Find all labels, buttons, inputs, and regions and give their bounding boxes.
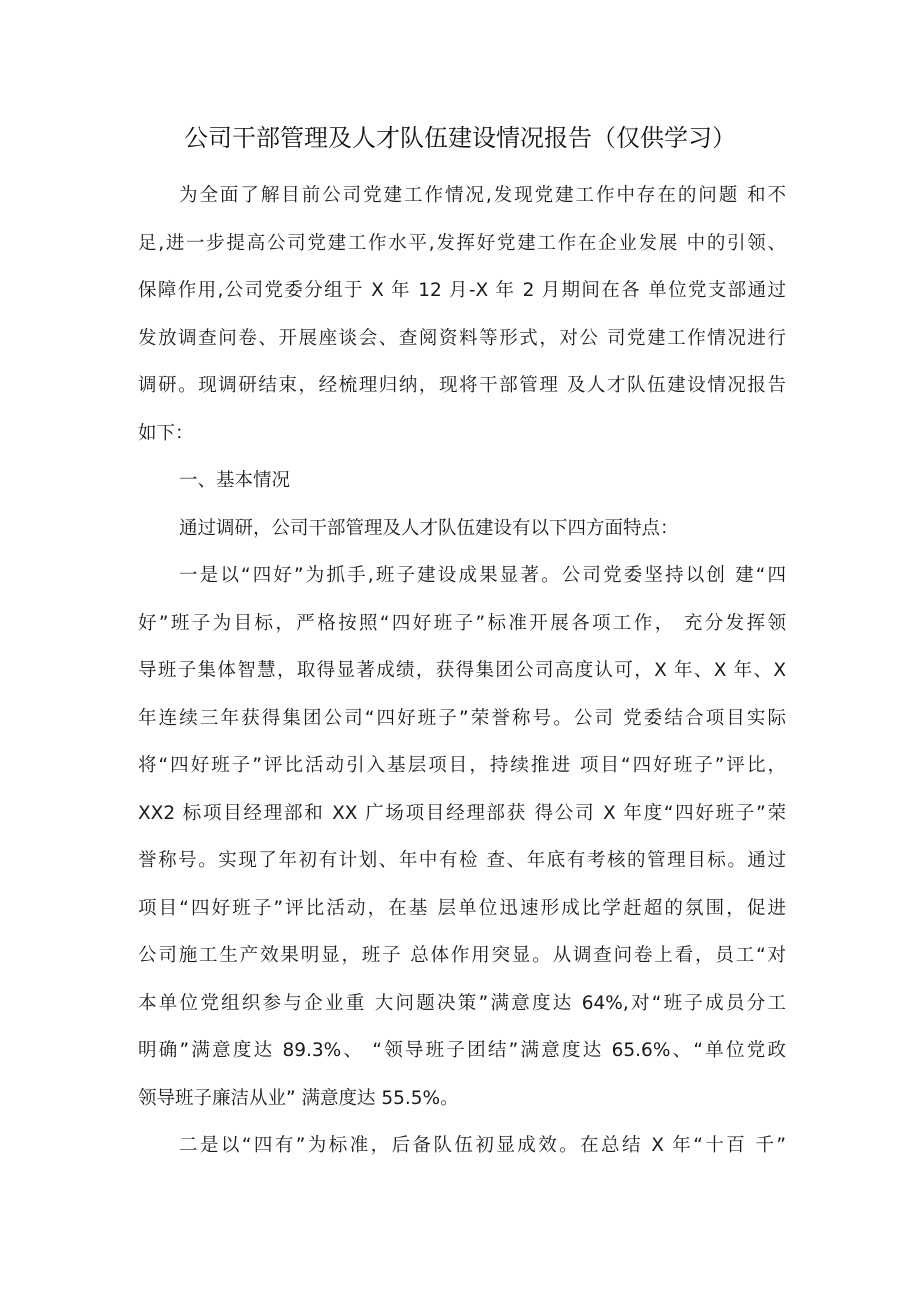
paragraph-line: 公司施工生产效果明显，班子 总体作用突显。从调查问卷上看，员工“对 [138,945,786,966]
paragraph-line: 领导班子廉洁从业” 满意度达 55.5%。 [138,1087,459,1109]
paragraph-line: 发放调查问卷、开展座谈会、查阅资料等形式，对公 司党建工作情况进行 [138,327,786,349]
paragraph-line: 通过调研，公司干部管理及人才队伍建设有以下四方面特点： [179,517,679,539]
paragraph-line: 保障作用,公司党委分组于 X 年 12 月-X 年 2 月期间在各 单位党支部通过 [138,280,786,301]
document-title: 公司干部管理及人才队伍建设情况报告（仅供学习） [184,124,736,152]
paragraph-line: 导班子集体智慧，取得显著成绩，获得集团公司高度认可，X 年、X 年、X [138,660,786,681]
paragraph-line: 誉称号。实现了年初有计划、年中有检 查、年底有考核的管理目标。通过 [138,850,786,871]
paragraph-line: 年连续三年获得集团公司“四好班子”荣誉称号。公司 党委结合项目实际 [138,707,786,729]
section-heading: 一、基本情况 [179,470,291,491]
paragraph-line: 二是以“四有”为标准，后备队伍初显成效。在总结 X 年“十百 千” [179,1135,786,1156]
paragraph-line: 好”班子为目标，严格按照“四好班子”标准开展各项工作， 充分发挥领 [138,612,786,634]
paragraph-line: 足,进一步提高公司党建工作水平,发挥好党建工作在企业发展 中的引领、 [138,232,786,254]
paragraph-line: 如下： [138,422,194,444]
paragraph-line: XX2 标项目经理部和 XX 广场项目经理部获 得公司 X 年度“四好班子”荣 [138,802,786,824]
paragraph-line: 明确”满意度达 89.3%、 “领导班子团结”满意度达 65.6%、“单位党政 [138,1040,786,1061]
paragraph-line: 一是以“四好”为抓手,班子建设成果显著。公司党委坚持以创 建“四 [179,565,786,586]
paragraph-line: 将“四好班子”评比活动引入基层项目，持续推进 项目“四好班子”评比， [138,755,786,776]
paragraph-line: 本单位党组织参与企业重 大问题决策”满意度达 64%,对“班子成员分工 [138,992,786,1014]
paragraph-line: 项目“四好班子”评比活动，在基 层单位迅速形成比学赶超的氛围，促进 [138,897,786,919]
paragraph-line: 为全面了解目前公司党建工作情况,发现党建工作中存在的问题 和不 [179,185,786,206]
document-body [138,172,786,1170]
paragraph-line: 调研。现调研结束，经梳理归纳，现将干部管理 及人才队伍建设情况报告 [138,375,786,396]
